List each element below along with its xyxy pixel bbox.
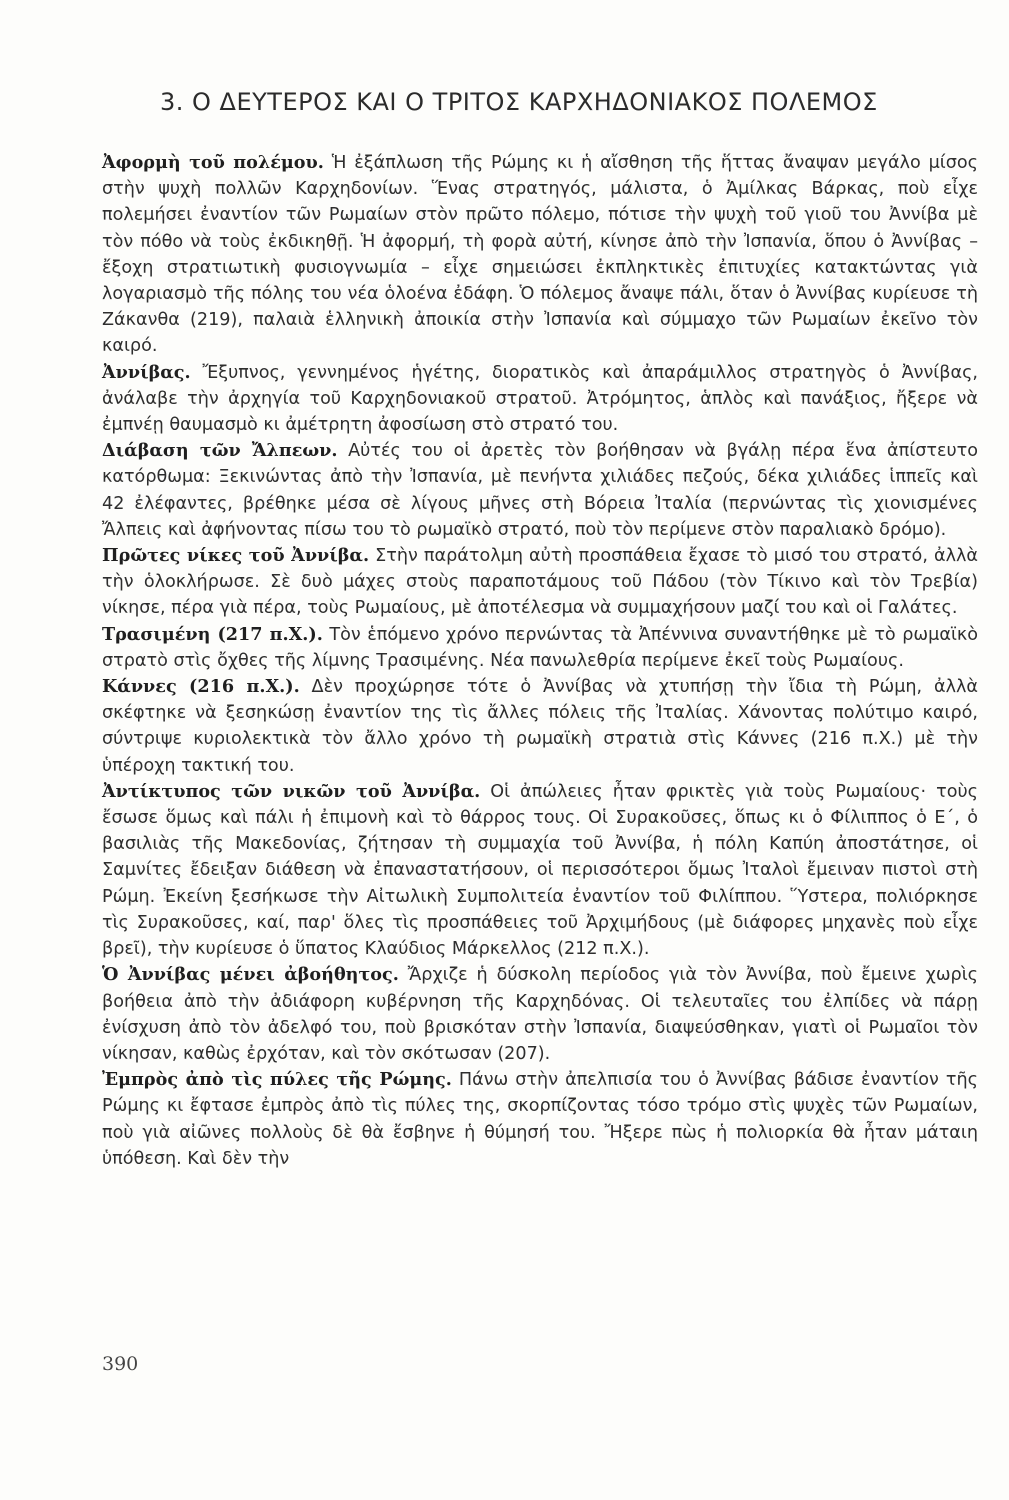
paragraph-hannibal-alone [102, 962, 978, 1067]
chapter-title: 3. Ο ΔΕΥΤΕΡΟΣ ΚΑΙ Ο ΤΡΙΤΟΣ ΚΑΡΧΗΔΟΝΙΑΚΟΣ ΠΟΛΕΜΟΣ [160, 88, 878, 116]
section-heading: Κάννες (216 π.Χ.). [102, 676, 300, 698]
paragraph-gates-of-rome [102, 1067, 978, 1172]
section-heading: Ἀφορμὴ τοῦ πολέμου. [102, 152, 324, 173]
section-heading: Ἐμπρὸς ἀπὸ τὶς πύλες τῆς Ρώμης. [102, 1069, 452, 1091]
section-heading: Ὁ Ἀννίβας μένει ἀβοήθητος. [102, 964, 399, 986]
section-heading: Πρῶτες νίκες τοῦ Ἀννίβα. [102, 545, 370, 567]
section-text: Ἄρχιζε ἡ δύσκολη περίοδος γιὰ τὸν Ἀννίβα, ποὺ ἔμεινε χωρὶς βοήθεια ἀπὸ τὴν ἀδιάφορη κυβέρνηση τῆς Καρχηδόνας. Οἱ τελευταῖες του ἐλπίδες νὰ πάρῃ ἐνίσχυση ἀπὸ τὸν ἀδελφό του, ποὺ βρισκόταν στὴν Ἰσπανία, διαψεύσθηκαν, γιατὶ οἱ Ρωμαῖοι τὸν νίκησαν, καθὼς ἐρχόταν, καὶ τὸν σκότωσαν (207). [102, 965, 978, 1064]
paragraph-trasimene [102, 622, 978, 674]
section-heading: Ἀντίκτυπος τῶν νικῶν τοῦ Ἀννίβα. [102, 780, 481, 802]
section-text: Πάνω στὴν ἀπελπισία του ὁ Ἀννίβας βάδισε ἐναντίον τῆς Ρώμης κι ἔφτασε ἐμπρὸς ἀπὸ τὶς πύλες της, σκορπίζοντας τόσο τρόμο στὶς ψυχὲς τῶν Ρωμαίων, ποὺ γιὰ αἰῶνες πολλοὺς δὲ θὰ ἔσβηνε ἡ θύμησή του. Ἤξερε πὼς ἡ πολιορκία θὰ ἦταν μάταιη ὑπόθεση. Καὶ δὲν τὴν [102, 1070, 978, 1169]
paragraph-impact-of-victories [102, 779, 978, 962]
chapter-body [102, 150, 978, 1172]
section-heading: Διάβαση τῶν Ἄλπεων. [102, 440, 338, 462]
paragraph-occasion [102, 150, 978, 360]
section-text: Ἡ ἐξάπλωση τῆς Ρώμης κι ἡ αἴσθηση τῆς ἥττας ἄναψαν μεγάλο μίσος στὴν ψυχὴ πολλῶν Καρχηδονίων. Ἕνας στρατηγός, μάλιστα, ὁ Ἀμίλκας Βάρκας, ποὺ εἶχε πολεμήσει ἐναντίον τῶν Ρωμαίων στὸν πρῶτο πόλεμο, πότισε τὴν ψυχὴ τοῦ γιοῦ του Ἀννίβα μὲ τὸν πόθο νὰ τοὺς ἐκδικηθῇ. Ἡ ἀφορμή, τὴ φορὰ αὐτή, κίνησε ἀπὸ τὴν Ἰσπανία, ὅπου ὁ Ἀννίβας – ἔξοχη στρατιωτικὴ φυσιογνωμία – εἶχε σημειώσει ἐκπληκτικὲς ἐπιτυχίες κατακτώντας γιὰ λογαριασμὸ τῆς πόλης του νέα ὁλοένα ἐδάφη. Ὁ πόλεμος ἄναψε πάλι, ὅταν ὁ Ἀννίβας κυρίευσε τὴ Ζάκανθα (219), παλαιὰ ἑλληνικὴ ἀποικία στὴν Ἰσπανία καὶ σύμμαχο τῶν Ρωμαίων ἐκεῖνο τὸν καιρό. [102, 153, 978, 357]
section-text: Στὴν παράτολμη αὐτὴ προσπάθεια ἔχασε τὸ μισό του στρατό, ἀλλὰ τὴν ὁλοκλήρωσε. Σὲ δυὸ μάχες στοὺς παραποτάμους τοῦ Πάδου (τὸν Τίκινο καὶ τὸν Τρεβία) νίκησε, πέρα γιὰ πέρα, τοὺς Ρωμαίους, μὲ ἀποτέλεσμα νὰ συμμαχήσουν μαζί του καὶ οἱ Γαλάτες. [102, 546, 978, 619]
section-text: Δὲν προχώρησε τότε ὁ Ἀννίβας νὰ χτυπήσῃ τὴν ἴδια τὴ Ρώμη, ἀλλὰ σκέφτηκε νὰ ξεσηκώσῃ ἐναντίον της τὶς ἄλλες πόλεις τῆς Ἰταλίας. Χάνοντας πολύτιμο καιρό, σύντριψε κυριολεκτικὰ τὸν ἄλλο χρόνο τὴ ρωμαϊκὴ στρατιὰ στὶς Κάννες (216 π.Χ.) μὲ τὴν ὑπέροχη τακτική του. [102, 677, 978, 776]
paragraph-cannae [102, 674, 978, 779]
paragraph-alps-crossing [102, 438, 978, 543]
section-text: Οἱ ἀπώλειες ἦταν φρικτὲς γιὰ τοὺς Ρωμαίους· τοὺς ἔσωσε ὅμως καὶ πάλι ἡ ἐπιμονὴ καὶ τὸ θάρρος τους. Οἱ Συρακοῦσες, ὅπως κι ὁ Φίλιππος ὁ Ε΄, ὁ βασιλιὰς τῆς Μακεδονίας, ζήτησαν τὴ συμμαχία τοῦ Ἀννίβα, ἡ πόλη Καπύη ἀποστάτησε, οἱ Σαμνίτες ἔδειξαν διάθεση νὰ ἐπαναστατήσουν, οἱ περισσότεροι ὅμως Ἰταλοὶ ἔμειναν πιστοὶ στὴ Ρώμη. Ἐκείνη ξεσήκωσε τὴν Αἰτωλικὴ Συμπολιτεία ἐναντίον τοῦ Φιλίππου. Ὕστερα, πολιόρκησε τὶς Συρακοῦσες, καί, παρ' ὅλες τὶς προσπάθειες τοῦ Ἀρχιμήδους (μὲ διάφορες μηχανὲς ποὺ εἶχε βρεῖ), τὴν κυρίευσε ὁ ὕπατος Κλαύδιος Μάρκελλος (212 π.Χ.). [102, 781, 979, 960]
page-number: 390 [102, 1353, 139, 1375]
section-text: Τὸν ἑπόμενο χρόνο περνώντας τὰ Ἀπέννινα συναντήθηκε μὲ τὸ ρωμαϊκὸ στρατὸ στὶς ὄχθες τῆς λίμνης Τρασιμένης. Νέα πανωλεθρία περίμενε ἐκεῖ τοὺς Ρωμαίους. [102, 624, 979, 671]
section-heading: Τρασιμένη (217 π.Χ.). [102, 623, 323, 645]
paragraph-hannibal [102, 360, 978, 439]
section-text: Αὐτές του οἱ ἀρετὲς τὸν βοήθησαν νὰ βγάλῃ πέρα ἕνα ἀπίστευτο κατόρθωμα: Ξεκινώντας ἀπὸ τὴν Ἰσπανία, μὲ πενήντα χιλιάδες πεζούς, δέκα χιλιάδες ἱππεῖς καὶ 42 ἐλέφαντες, βρέθηκε μέσα σὲ λίγους μῆνες στὴ Βόρεια Ἰταλία (περνώντας τὶς χιονισμένες Ἄλπεις καὶ ἀφήνοντας πίσω του τὸ ρωμαϊκὸ στρατό, ποὺ τὸν περίμενε στὸν παραλιακὸ δρόμο). [102, 441, 978, 540]
section-heading: Ἀννίβας. [102, 361, 191, 383]
paragraph-first-victories [102, 543, 978, 622]
section-text: Ἔξυπνος, γεννημένος ἡγέτης, διορατικὸς καὶ ἀπαράμιλλος στρατηγὸς ὁ Ἀννίβας, ἀνάλαβε τὴν ἀρχηγία τοῦ Καρχηδονιακοῦ στρατοῦ. Ἀτρόμητος, ἁπλὸς καὶ πανάξιος, ἤξερε νὰ ἐμπνέῃ θαυμασμὸ κι ἀμέτρητη ἀφοσίωση στὸ στρατό του. [102, 362, 978, 436]
